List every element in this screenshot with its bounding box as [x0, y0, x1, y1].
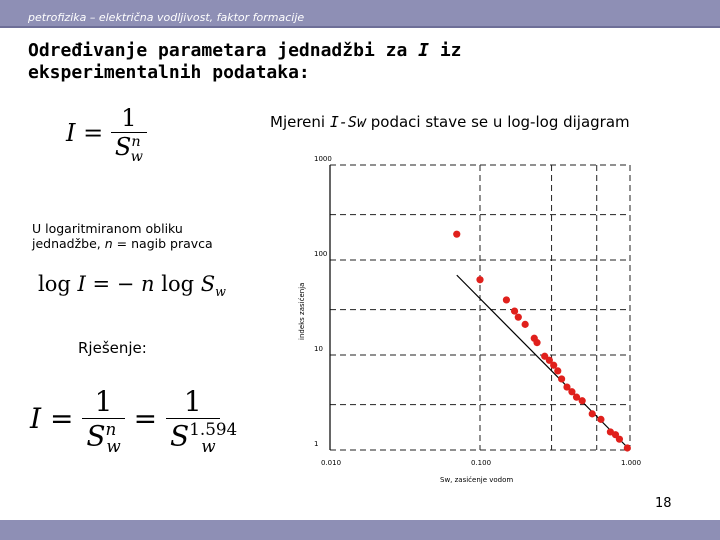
y-axis-label: indeks zasićenja — [298, 282, 306, 340]
data-point — [453, 231, 460, 238]
formula-main-den-base: S — [114, 133, 132, 161]
solution-label: Rješenje: — [78, 339, 147, 357]
header-bar — [0, 0, 720, 28]
data-point — [579, 397, 586, 404]
data-point — [558, 375, 565, 382]
x-tick-label: 0.100 — [471, 459, 492, 467]
formula-solution-den2-base: S — [170, 419, 190, 453]
formula-log-i: I — [77, 272, 86, 296]
data-point — [589, 410, 596, 417]
formula-solution-den1-sub: w — [106, 435, 121, 456]
data-point — [476, 276, 483, 283]
header-subtitle: petrofizika – električna vodljivost, faktor formacije — [28, 11, 305, 24]
log-log-chart — [290, 150, 660, 490]
formula-solution-den1-sup: n — [105, 419, 117, 439]
data-point — [624, 444, 631, 451]
y-tick-label: 1000 — [314, 155, 332, 163]
formula-solution-fraction1 — [82, 385, 124, 456]
data-point — [533, 339, 540, 346]
data-point — [515, 314, 522, 321]
x-tick-label: 1.000 — [621, 459, 642, 467]
formula-solution-den2 — [166, 418, 238, 456]
formula-solution-fraction2 — [166, 385, 238, 456]
formula-log-eq: = − — [92, 272, 135, 296]
formula-main-den — [111, 132, 147, 165]
log-note-line1: U logaritmiranom obliku — [32, 221, 183, 236]
log-note-prefix: jednadžbe, — [32, 236, 105, 251]
formula-solution-den1-base: S — [86, 419, 106, 453]
log-note-var: n — [104, 236, 113, 251]
chart-ticks — [314, 155, 641, 467]
data-point — [554, 367, 561, 374]
data-point — [503, 296, 510, 303]
formula-log-sub: w — [215, 284, 226, 300]
title-var: I — [418, 40, 429, 61]
formula-solution-lhs: I — [30, 401, 42, 435]
formula-log-s: S — [200, 272, 216, 296]
formula-log-log1: log — [38, 272, 71, 296]
measured-prefix: Mjereni — [270, 113, 330, 131]
formula-main-den-sup: n — [131, 134, 141, 150]
formula-main-num: 1 — [121, 104, 137, 132]
formula-solution-num1: 1 — [94, 385, 113, 418]
data-point — [616, 436, 623, 443]
formula-main-fraction — [111, 104, 147, 165]
x-axis-label: Sw, zasićenje vodom — [440, 476, 514, 484]
title-part2: iz — [428, 40, 462, 61]
fit-line — [457, 275, 630, 450]
formula-solution-den2-sub: w — [201, 435, 216, 456]
formula-solution-eq1: = — [49, 401, 74, 435]
data-point — [511, 307, 518, 314]
formula-solution-den1 — [82, 418, 124, 456]
measured-suffix: podaci stave se u log-log dijagram — [365, 113, 630, 131]
title-part1: Određivanje parametara jednadžbi za — [28, 40, 419, 61]
chart-fit-line — [457, 275, 630, 450]
y-tick-label: 10 — [314, 345, 323, 353]
x-tick-label: 0.010 — [321, 459, 342, 467]
page-number: 18 — [655, 496, 672, 511]
measured-var: I-Sw — [329, 113, 366, 131]
formula-main-den-sub: w — [130, 148, 143, 165]
measured-text — [270, 113, 630, 131]
chart-grid — [330, 165, 630, 450]
data-point — [597, 416, 604, 423]
formula-solution — [30, 385, 238, 456]
log-note — [32, 221, 213, 251]
formula-solution-den2-sup: 1.594 — [189, 419, 238, 439]
y-tick-label: 100 — [314, 250, 328, 258]
title-line2: eksperimentalnih podataka: — [28, 62, 310, 83]
formula-main-eq: = — [83, 118, 104, 147]
formula-log — [38, 272, 226, 299]
data-point — [522, 321, 529, 328]
formula-main — [66, 104, 147, 165]
y-tick-label: 1 — [314, 440, 319, 448]
formula-log-n: n — [141, 272, 155, 296]
formula-main-lhs: I — [66, 118, 76, 147]
log-note-suffix: = nagib pravca — [112, 236, 213, 251]
formula-solution-num2: 1 — [183, 385, 202, 418]
formula-log-log2: log — [161, 272, 195, 296]
slide-title — [28, 40, 628, 84]
formula-solution-eq2: = — [133, 401, 158, 435]
footer-bar — [0, 520, 720, 540]
